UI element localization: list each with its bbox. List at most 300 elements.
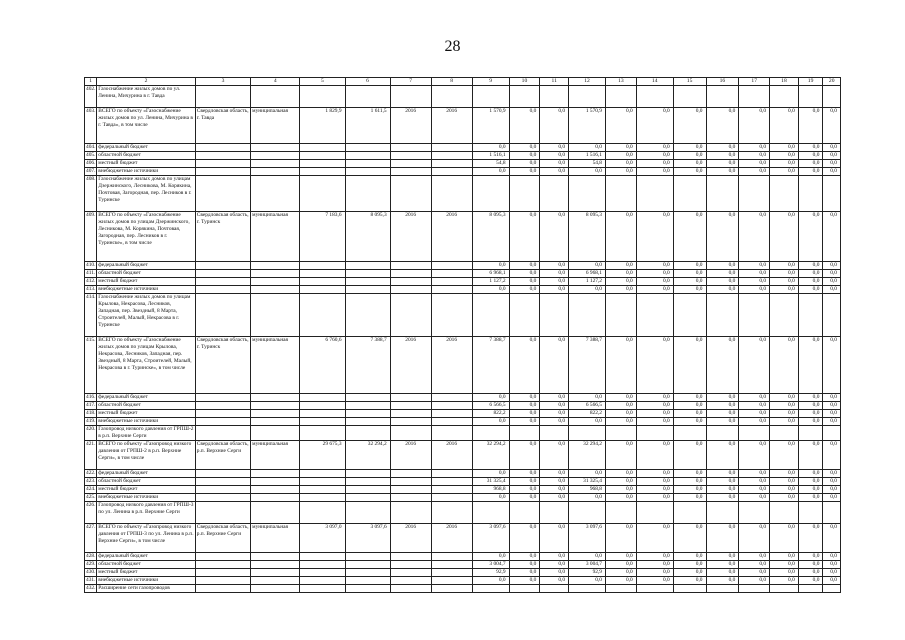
value-cell bbox=[673, 294, 706, 337]
value-cell bbox=[540, 585, 569, 593]
value-cell: 0,0 bbox=[569, 144, 606, 152]
value-cell: 0,0 bbox=[509, 478, 540, 486]
value-cell: 0,0 bbox=[798, 486, 823, 494]
value-cell: 0,0 bbox=[823, 553, 841, 561]
value-cell: 0,0 bbox=[606, 524, 637, 553]
row-number-cell: 422. bbox=[86, 470, 96, 476]
region-cell bbox=[195, 394, 250, 402]
value-cell: 822,2 bbox=[569, 410, 606, 418]
value-cell: 0,0 bbox=[509, 410, 540, 418]
value-cell: 0,0 bbox=[823, 402, 841, 410]
value-cell: 0,0 bbox=[509, 569, 540, 577]
item-name-cell: внебюджетные источники bbox=[97, 577, 195, 585]
value-cell bbox=[673, 426, 706, 441]
region-cell bbox=[195, 144, 250, 152]
value-cell: 0,0 bbox=[739, 212, 770, 262]
value-cell: 0,0 bbox=[472, 553, 509, 561]
value-cell: 0,0 bbox=[770, 486, 799, 494]
value-cell: 0,0 bbox=[739, 410, 770, 418]
column-number-cell: 8 bbox=[431, 78, 472, 86]
value-cell bbox=[706, 176, 739, 212]
end-year-cell bbox=[431, 569, 472, 577]
value-cell bbox=[569, 86, 606, 108]
value-cell bbox=[798, 86, 823, 108]
value-cell: 0,0 bbox=[472, 394, 509, 402]
start-year-cell: 2016 bbox=[390, 212, 431, 262]
value-cell: 32 294,2 bbox=[569, 441, 606, 470]
end-year-cell bbox=[431, 168, 472, 176]
total-cost-cell bbox=[345, 152, 390, 160]
row-number-cell: 420. bbox=[85, 426, 97, 441]
value-cell: 0,0 bbox=[606, 278, 637, 286]
value-cell: 0,0 bbox=[798, 144, 823, 152]
value-cell: 0,0 bbox=[823, 262, 841, 270]
level-cell: муниципальная bbox=[251, 108, 300, 144]
value-cell: 0,0 bbox=[636, 494, 673, 502]
value-cell: 1 570,9 bbox=[472, 108, 509, 144]
value-cell: 0,0 bbox=[606, 561, 637, 569]
table-row bbox=[85, 441, 841, 470]
column-number-cell: 13 bbox=[606, 78, 637, 86]
value-cell: 0,0 bbox=[798, 470, 823, 478]
value-cell: 0,0 bbox=[798, 262, 823, 270]
value-cell: 0,0 bbox=[706, 524, 739, 553]
start-year-cell: 2016 bbox=[390, 524, 431, 553]
value-cell bbox=[823, 426, 841, 441]
item-name-cell: федеральный бюджет bbox=[97, 262, 195, 270]
value-cell: 0,0 bbox=[509, 262, 540, 270]
value-cell: 0,0 bbox=[823, 337, 841, 394]
value-cell: 3 097,6 bbox=[472, 524, 509, 553]
estimated-cost-cell bbox=[300, 410, 345, 418]
value-cell: 0,0 bbox=[509, 470, 540, 478]
value-cell: 968,8 bbox=[569, 486, 606, 494]
start-year-cell bbox=[390, 410, 431, 418]
value-cell: 0,0 bbox=[606, 394, 637, 402]
value-cell: 0,0 bbox=[509, 278, 540, 286]
row-number-cell: 402. bbox=[85, 86, 97, 108]
column-number-cell: 20 bbox=[823, 78, 841, 86]
value-cell: 0,0 bbox=[823, 470, 841, 478]
level-cell bbox=[251, 553, 300, 561]
value-cell: 0,0 bbox=[739, 160, 770, 168]
value-cell: 0,0 bbox=[770, 212, 799, 262]
value-cell: 0,0 bbox=[569, 577, 606, 585]
value-cell: 0,0 bbox=[770, 524, 799, 553]
region-cell bbox=[195, 577, 250, 585]
value-cell: 8 095,3 bbox=[472, 212, 509, 262]
item-name-cell: ВСЕГО по объекту «Газоснабжение жилых домов по ул. Ленина, Мичурина в г. Тавда», в том числе bbox=[97, 108, 195, 144]
region-cell bbox=[195, 160, 250, 168]
estimated-cost-cell bbox=[300, 286, 345, 294]
value-cell bbox=[569, 426, 606, 441]
value-cell: 0,0 bbox=[509, 418, 540, 426]
value-cell: 0,0 bbox=[706, 278, 739, 286]
value-cell: 6 968,1 bbox=[569, 270, 606, 278]
value-cell: 0,0 bbox=[706, 577, 739, 585]
value-cell: 0,0 bbox=[739, 402, 770, 410]
value-cell: 0,0 bbox=[540, 569, 569, 577]
value-cell: 0,0 bbox=[770, 270, 799, 278]
value-cell: 0,0 bbox=[569, 418, 606, 426]
value-cell: 0,0 bbox=[509, 160, 540, 168]
value-cell: 0,0 bbox=[673, 152, 706, 160]
value-cell: 0,0 bbox=[798, 394, 823, 402]
row-number-cell: 412. bbox=[86, 278, 96, 284]
value-cell: 0,0 bbox=[540, 553, 569, 561]
value-cell: 0,0 bbox=[540, 160, 569, 168]
end-year-cell bbox=[431, 160, 472, 168]
table-row bbox=[85, 553, 841, 561]
value-cell: 0,0 bbox=[823, 486, 841, 494]
budget-table bbox=[84, 77, 841, 593]
column-number-cell: 7 bbox=[390, 78, 431, 86]
value-cell bbox=[636, 426, 673, 441]
value-cell: 0,0 bbox=[739, 553, 770, 561]
value-cell: 0,0 bbox=[706, 212, 739, 262]
value-cell: 0,0 bbox=[770, 262, 799, 270]
value-cell: 0,0 bbox=[739, 108, 770, 144]
estimated-cost-cell bbox=[300, 486, 345, 494]
value-cell: 0,0 bbox=[636, 569, 673, 577]
value-cell bbox=[472, 294, 509, 337]
region-cell bbox=[195, 278, 250, 286]
value-cell: 0,0 bbox=[706, 494, 739, 502]
table-row bbox=[85, 569, 841, 577]
value-cell: 0,0 bbox=[739, 441, 770, 470]
value-cell: 0,0 bbox=[706, 402, 739, 410]
table-row bbox=[85, 577, 841, 585]
value-cell bbox=[706, 502, 739, 524]
row-number-cell: 416. bbox=[86, 394, 96, 400]
value-cell bbox=[509, 86, 540, 108]
value-cell: 0,0 bbox=[798, 286, 823, 294]
value-cell: 31 325,4 bbox=[569, 478, 606, 486]
value-cell: 0,0 bbox=[770, 418, 799, 426]
value-cell: 0,0 bbox=[770, 577, 799, 585]
item-name-cell: местный бюджет bbox=[97, 160, 195, 168]
total-cost-cell: 32 294,2 bbox=[345, 441, 390, 470]
item-name-cell: местный бюджет bbox=[97, 486, 195, 494]
value-cell: 0,0 bbox=[706, 569, 739, 577]
value-cell: 0,0 bbox=[739, 577, 770, 585]
level-cell bbox=[251, 494, 300, 502]
value-cell: 0,0 bbox=[509, 108, 540, 144]
table-row bbox=[85, 478, 841, 486]
column-number-cell: 1 bbox=[85, 78, 97, 86]
table-row bbox=[85, 418, 841, 426]
value-cell: 0,0 bbox=[798, 410, 823, 418]
value-cell: 0,0 bbox=[673, 569, 706, 577]
end-year-cell bbox=[431, 494, 472, 502]
value-cell: 0,0 bbox=[636, 478, 673, 486]
value-cell: 0,0 bbox=[540, 168, 569, 176]
value-cell: 0,0 bbox=[770, 561, 799, 569]
item-name-cell: местный бюджет bbox=[97, 410, 195, 418]
item-name-cell: местный бюджет bbox=[97, 569, 195, 577]
value-cell: 0,0 bbox=[606, 144, 637, 152]
value-cell: 0,0 bbox=[798, 441, 823, 470]
value-cell: 0,0 bbox=[770, 152, 799, 160]
start-year-cell bbox=[390, 418, 431, 426]
region-cell bbox=[195, 294, 250, 337]
region-cell bbox=[195, 402, 250, 410]
total-cost-cell bbox=[345, 569, 390, 577]
value-cell: 0,0 bbox=[606, 270, 637, 278]
row-number-cell: 408. bbox=[85, 176, 97, 212]
region-cell bbox=[195, 494, 250, 502]
value-cell bbox=[509, 585, 540, 593]
value-cell: 92,9 bbox=[569, 569, 606, 577]
table-row bbox=[85, 152, 841, 160]
value-cell bbox=[636, 294, 673, 337]
value-cell: 0,0 bbox=[823, 168, 841, 176]
total-cost-cell bbox=[345, 486, 390, 494]
region-cell: Свердловская область, р.п. Верхние Серги bbox=[195, 524, 250, 553]
table-row bbox=[85, 270, 841, 278]
region-cell bbox=[195, 410, 250, 418]
value-cell: 968,8 bbox=[472, 486, 509, 494]
item-name-cell: Расширение сети газопроводов bbox=[97, 585, 195, 593]
end-year-cell bbox=[431, 585, 472, 593]
total-cost-cell bbox=[345, 426, 390, 441]
level-cell bbox=[251, 470, 300, 478]
column-number-cell: 19 bbox=[798, 78, 823, 86]
value-cell bbox=[739, 176, 770, 212]
value-cell: 0,0 bbox=[673, 262, 706, 270]
value-cell bbox=[770, 585, 799, 593]
value-cell: 0,0 bbox=[606, 337, 637, 394]
value-cell: 0,0 bbox=[798, 108, 823, 144]
value-cell bbox=[606, 502, 637, 524]
total-cost-cell bbox=[345, 502, 390, 524]
end-year-cell bbox=[431, 394, 472, 402]
value-cell bbox=[472, 585, 509, 593]
total-cost-cell: 8 095,3 bbox=[345, 212, 390, 262]
value-cell: 0,0 bbox=[636, 553, 673, 561]
value-cell: 0,0 bbox=[606, 212, 637, 262]
value-cell: 0,0 bbox=[798, 160, 823, 168]
value-cell bbox=[770, 86, 799, 108]
value-cell: 0,0 bbox=[636, 441, 673, 470]
value-cell: 0,0 bbox=[606, 478, 637, 486]
value-cell: 1 127,2 bbox=[472, 278, 509, 286]
value-cell: 0,0 bbox=[673, 168, 706, 176]
end-year-cell bbox=[431, 486, 472, 494]
value-cell: 0,0 bbox=[823, 394, 841, 402]
value-cell: 0,0 bbox=[673, 524, 706, 553]
value-cell: 0,0 bbox=[798, 569, 823, 577]
value-cell: 0,0 bbox=[673, 418, 706, 426]
value-cell bbox=[472, 176, 509, 212]
value-cell: 7 388,7 bbox=[569, 337, 606, 394]
value-cell: 0,0 bbox=[673, 270, 706, 278]
total-cost-cell bbox=[345, 402, 390, 410]
value-cell: 0,0 bbox=[823, 286, 841, 294]
value-cell: 0,0 bbox=[472, 286, 509, 294]
value-cell bbox=[739, 585, 770, 593]
region-cell bbox=[195, 168, 250, 176]
end-year-cell bbox=[431, 152, 472, 160]
page-number: 28 bbox=[444, 38, 461, 55]
value-cell bbox=[739, 502, 770, 524]
item-name-cell: Газопровод низкого давления от ГРПШ-2 в р.п. Верхние Серги bbox=[98, 426, 194, 439]
row-number-cell: 406. bbox=[86, 160, 96, 166]
estimated-cost-cell bbox=[300, 86, 345, 108]
start-year-cell bbox=[390, 168, 431, 176]
value-cell: 0,0 bbox=[706, 168, 739, 176]
level-cell bbox=[251, 402, 300, 410]
value-cell: 0,0 bbox=[706, 337, 739, 394]
region-cell: Свердловская область, г. Туринск bbox=[195, 337, 250, 394]
region-cell bbox=[195, 176, 250, 212]
value-cell: 0,0 bbox=[739, 486, 770, 494]
row-number-cell: 409. bbox=[85, 212, 97, 262]
value-cell: 0,0 bbox=[509, 270, 540, 278]
item-name-cell: ВСЕГО по объекту «Газопровод низкого давления от ГРПШ-3 по ул. Ленина в р.п. Верхние Серги», в том числе bbox=[97, 524, 195, 553]
value-cell: 0,0 bbox=[569, 470, 606, 478]
value-cell: 0,0 bbox=[636, 144, 673, 152]
value-cell: 0,0 bbox=[673, 144, 706, 152]
value-cell bbox=[540, 502, 569, 524]
end-year-cell: 2016 bbox=[431, 212, 472, 262]
value-cell: 54,8 bbox=[569, 160, 606, 168]
value-cell: 0,0 bbox=[636, 561, 673, 569]
value-cell: 0,0 bbox=[606, 402, 637, 410]
end-year-cell bbox=[431, 470, 472, 478]
total-cost-cell: 3 097,6 bbox=[345, 524, 390, 553]
value-cell: 0,0 bbox=[739, 278, 770, 286]
value-cell bbox=[798, 294, 823, 337]
value-cell: 0,0 bbox=[770, 337, 799, 394]
column-number-cell: 5 bbox=[300, 78, 345, 86]
value-cell: 0,0 bbox=[739, 494, 770, 502]
start-year-cell: 2016 bbox=[390, 441, 431, 470]
value-cell: 0,0 bbox=[798, 278, 823, 286]
value-cell: 0,0 bbox=[770, 470, 799, 478]
value-cell: 0,0 bbox=[540, 402, 569, 410]
value-cell: 0,0 bbox=[540, 337, 569, 394]
value-cell: 0,0 bbox=[540, 394, 569, 402]
value-cell: 7 388,7 bbox=[472, 337, 509, 394]
table-row bbox=[85, 108, 841, 144]
value-cell: 0,0 bbox=[636, 337, 673, 394]
value-cell: 0,0 bbox=[606, 569, 637, 577]
value-cell: 0,0 bbox=[540, 410, 569, 418]
value-cell bbox=[798, 176, 823, 212]
end-year-cell: 2016 bbox=[431, 108, 472, 144]
value-cell: 0,0 bbox=[673, 394, 706, 402]
estimated-cost-cell bbox=[300, 418, 345, 426]
value-cell bbox=[706, 294, 739, 337]
value-cell: 0,0 bbox=[540, 108, 569, 144]
region-cell bbox=[195, 478, 250, 486]
value-cell bbox=[673, 585, 706, 593]
value-cell: 6 566,5 bbox=[569, 402, 606, 410]
total-cost-cell bbox=[345, 278, 390, 286]
row-number-cell: 407. bbox=[86, 168, 96, 174]
column-number-cell: 2 bbox=[97, 78, 195, 86]
table-row bbox=[85, 176, 841, 212]
end-year-cell: 2016 bbox=[431, 441, 472, 470]
total-cost-cell bbox=[345, 418, 390, 426]
estimated-cost-cell bbox=[300, 577, 345, 585]
end-year-cell bbox=[431, 577, 472, 585]
value-cell: 0,0 bbox=[798, 418, 823, 426]
start-year-cell bbox=[390, 486, 431, 494]
value-cell: 0,0 bbox=[540, 286, 569, 294]
value-cell: 0,0 bbox=[673, 486, 706, 494]
value-cell: 0,0 bbox=[823, 278, 841, 286]
value-cell: 0,0 bbox=[636, 394, 673, 402]
table-row bbox=[85, 160, 841, 168]
value-cell bbox=[606, 86, 637, 108]
table-row bbox=[85, 524, 841, 553]
value-cell: 0,0 bbox=[706, 470, 739, 478]
value-cell bbox=[636, 176, 673, 212]
value-cell: 0,0 bbox=[509, 494, 540, 502]
value-cell: 6 566,5 bbox=[472, 402, 509, 410]
value-cell: 3 097,6 bbox=[569, 524, 606, 553]
value-cell: 0,0 bbox=[798, 553, 823, 561]
value-cell: 0,0 bbox=[636, 108, 673, 144]
value-cell: 0,0 bbox=[706, 478, 739, 486]
total-cost-cell bbox=[345, 294, 390, 337]
value-cell: 0,0 bbox=[739, 394, 770, 402]
value-cell: 0,0 bbox=[739, 286, 770, 294]
row-number-cell: 413. bbox=[86, 286, 96, 292]
value-cell: 0,0 bbox=[823, 478, 841, 486]
start-year-cell bbox=[390, 585, 431, 593]
estimated-cost-cell bbox=[300, 494, 345, 502]
value-cell: 0,0 bbox=[798, 168, 823, 176]
value-cell bbox=[636, 585, 673, 593]
item-name-cell: внебюджетные источники bbox=[97, 286, 195, 294]
value-cell bbox=[636, 86, 673, 108]
total-cost-cell bbox=[345, 168, 390, 176]
table-row bbox=[85, 86, 841, 108]
column-number-cell: 14 bbox=[636, 78, 673, 86]
value-cell bbox=[770, 502, 799, 524]
item-name-cell: Газопровод низкого давления от ГРПШ-3 по ул. Ленина в р.п. Верхние Серги bbox=[97, 502, 195, 524]
region-cell bbox=[195, 569, 250, 577]
value-cell: 0,0 bbox=[823, 441, 841, 470]
value-cell: 0,0 bbox=[606, 410, 637, 418]
region-cell: Свердловская область, г. Тавда bbox=[195, 108, 250, 144]
total-cost-cell bbox=[345, 553, 390, 561]
value-cell: 0,0 bbox=[540, 561, 569, 569]
item-name-cell: внебюджетные источники bbox=[97, 168, 195, 176]
column-number-cell: 10 bbox=[509, 78, 540, 86]
value-cell: 0,0 bbox=[540, 494, 569, 502]
item-name-cell: ВСЕГО по объекту «Газопровод низкого давления от ГРПШ-2 в р.п. Верхние Серги», в том числе bbox=[97, 441, 195, 470]
value-cell: 0,0 bbox=[823, 524, 841, 553]
value-cell: 0,0 bbox=[706, 418, 739, 426]
value-cell: 0,0 bbox=[770, 478, 799, 486]
region-cell bbox=[195, 270, 250, 278]
item-name-cell: ВСЕГО по объекту «Газоснабжение жилых домов по улицам Дзержинского, Лесникова, М. Корякина, Почтовая, Загородная, пер. Лесников в г. Туринске», в том числе bbox=[97, 212, 195, 262]
value-cell: 0,0 bbox=[569, 262, 606, 270]
start-year-cell bbox=[390, 270, 431, 278]
value-cell: 0,0 bbox=[798, 270, 823, 278]
end-year-cell bbox=[431, 561, 472, 569]
value-cell: 0,0 bbox=[636, 470, 673, 478]
value-cell: 0,0 bbox=[606, 470, 637, 478]
item-name-cell: федеральный бюджет bbox=[97, 470, 195, 478]
value-cell bbox=[540, 86, 569, 108]
column-number-cell: 9 bbox=[472, 78, 509, 86]
column-number-cell: 4 bbox=[251, 78, 300, 86]
